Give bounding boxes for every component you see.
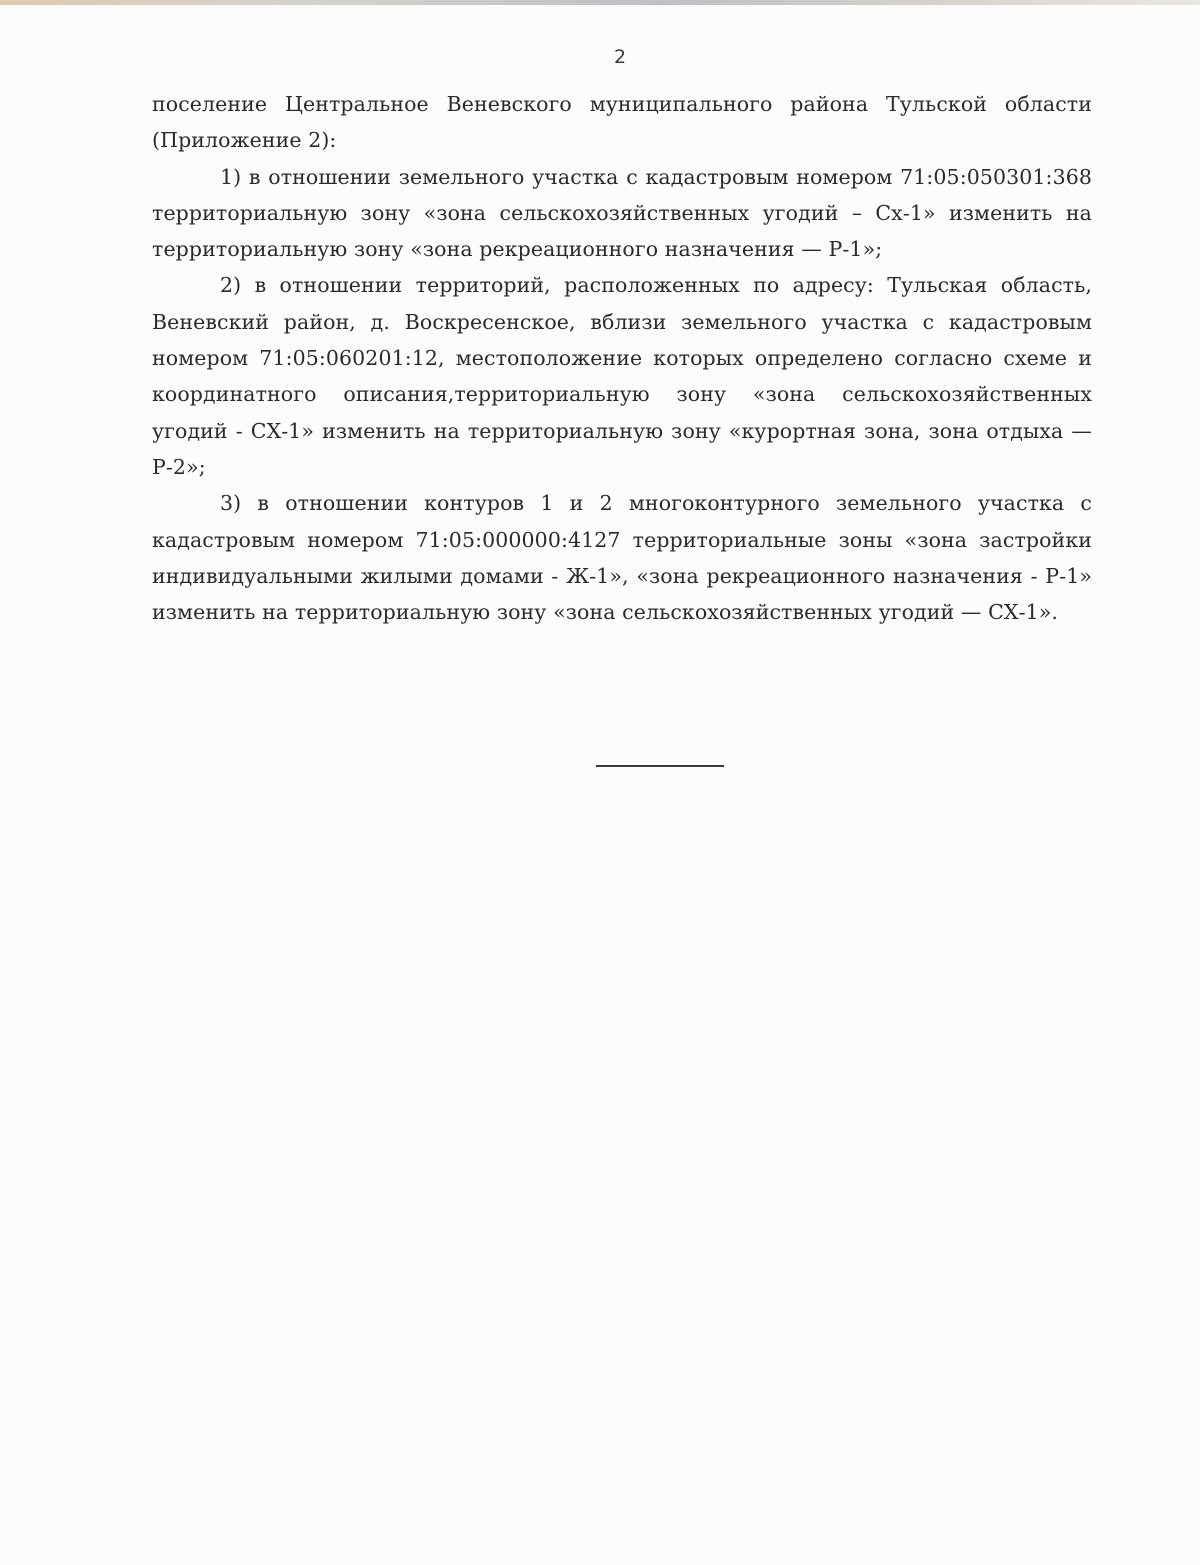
- document-body: [152, 86, 1092, 630]
- paragraph-item-3: 3) в отношении контуров 1 и 2 многоконтурного земельного участка с кадастровым номером 71:05:000000:4127 территориальные зоны «зона застройки индивидуальными жилыми домами - Ж-1», «зона рекреационного назначения - Р-1» изменить на территориальную зону «зона сельскохозяйственных угодий — СХ-1».: [152, 491, 1092, 625]
- scan-edge: [0, 0, 1200, 5]
- paragraph-item-2: 2) в отношении территорий, расположенных по адресу: Тульская область, Веневский район, д. Воскресенское, вблизи земельного участка с кадастровым номером 71:05:060201:12, местоположение которых определено согласно схеме и координатного описания,территориальную зону «зона сельскохозяйственных угодий - СХ-1» изменить на территориальную зону «курортная зона, зона отдыха — Р-2»;: [152, 273, 1092, 479]
- end-of-document-rule: [596, 765, 724, 767]
- paragraph-item-1: 1) в отношении земельного участка с кадастровым номером 71:05:050301:368 территориальную зону «зона сельскохозяйственных угодий – Сх-1» изменить на территориальную зону «зона рекреационного назначения — Р-1»;: [152, 164, 1092, 262]
- paragraph-continuation: поселение Центральное Веневского муниципального района Тульской области (Приложение 2):: [152, 92, 1092, 153]
- page-number: 2: [613, 46, 627, 68]
